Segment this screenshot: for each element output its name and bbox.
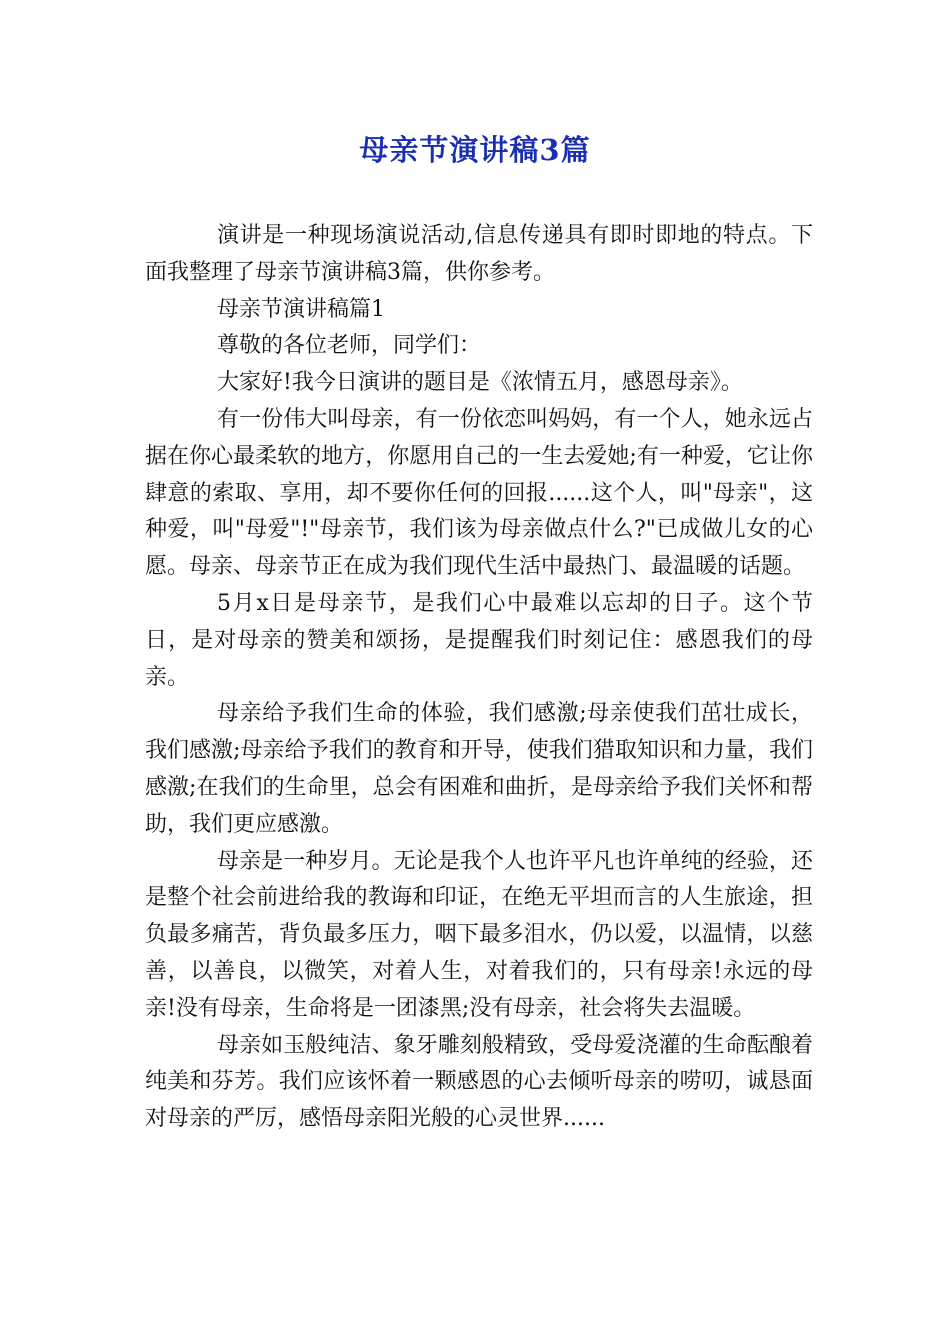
paragraph-body-1: 有一份伟大叫母亲，有一份依恋叫妈妈，有一个人，她永远占据在你心最柔软的地方，你愿用自己的一生去爱她;有一种爱，它让你肆意的索取、享用，却不要你任何的回报......这个人，叫"母亲"，这种爱，叫"母爱"!"母亲节，我们该为母亲做点什么?"已成做儿女的心愿。母亲、母亲节正在成为我们现代生活中最热门、最温暖的话题。	[145, 406, 813, 580]
paragraph-section-heading: 母亲节演讲稿篇1	[217, 296, 385, 322]
paragraph-body-4: 母亲是一种岁月。无论是我个人也许平凡也许单纯的经验，还是整个社会前进给我的教诲和印证，在绝无平坦而言的人生旅途，担负最多痛苦，背负最多压力，咽下最多泪水，仍以爱，以温情，以慈善，以善良，以微笑，对着人生，对着我们的，只有母亲!永远的母亲!没有母亲，生命将是一团漆黑;没有母亲，社会将失去温暖。	[145, 848, 813, 1021]
paragraph-body-5: 母亲如玉般纯洁、象牙雕刻般精致，受母爱浇灌的生命酝酿着纯美和芬芳。我们应该怀着一颗感恩的心去倾听母亲的唠叨，诚恳面对母亲的严厉，感悟母亲阳光般的心灵世界......	[145, 1032, 813, 1132]
document-title: 母亲节演讲稿3篇	[359, 133, 591, 167]
paragraph-greeting: 大家好!我今日演讲的题目是《浓情五月，感恩母亲》。	[217, 370, 743, 396]
paragraph-body-3: 母亲给予我们生命的体验，我们感激;母亲使我们茁壮成长，我们感激;母亲给予我们的教育和开导，使我们猎取知识和力量，我们感激;在我们的生命里，总会有困难和曲折，是母亲给予我们关怀和帮助，我们更应感激。	[145, 701, 813, 837]
document-body	[145, 218, 813, 1138]
paragraph-intro: 演讲是一种现场演说活动,信息传递具有即时即地的特点。下面我整理了母亲节演讲稿3篇，供你参考。	[145, 223, 813, 285]
paragraph-salutation: 尊敬的各位老师，同学们：	[217, 333, 482, 359]
paragraph-body-2: 5月x日是母亲节，是我们心中最难以忘却的日子。这个节日，是对母亲的赞美和颂扬，是提醒我们时刻记住：感恩我们的母亲。	[145, 590, 813, 690]
